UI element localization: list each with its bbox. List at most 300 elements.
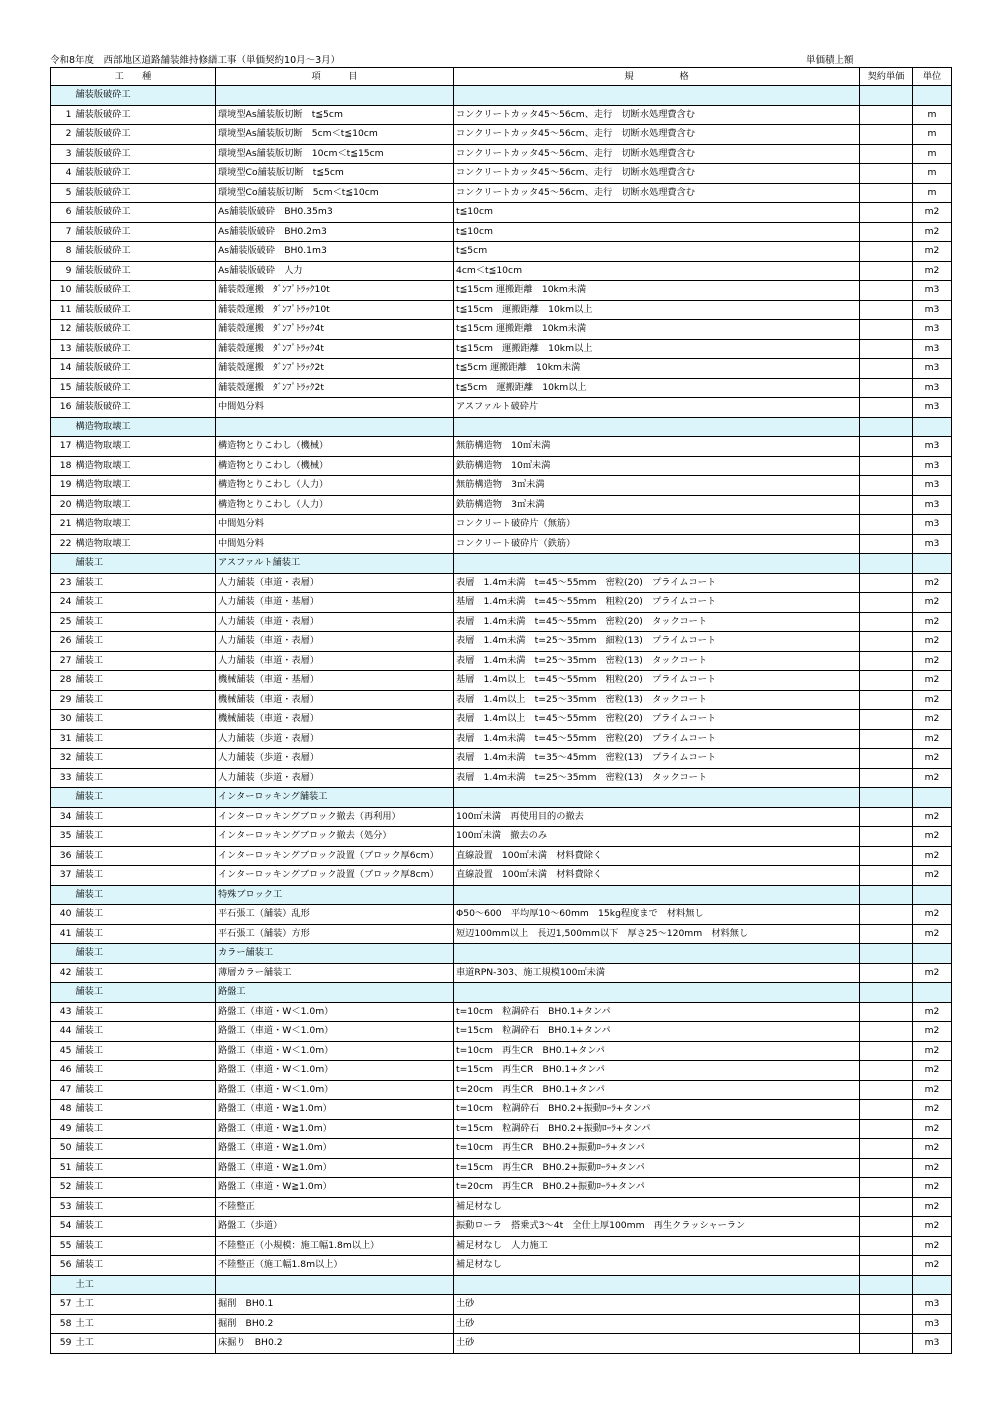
row-kind: 舗装版破砕工 xyxy=(74,281,216,301)
row-unit: m xyxy=(913,125,952,145)
document-subtitle-right: 単価積上額 xyxy=(806,55,854,66)
section-row xyxy=(51,1275,952,1295)
row-item: 不陸整正 xyxy=(216,1197,454,1217)
row-price xyxy=(860,1139,913,1159)
row-spec: t≦15cm 運搬距離 10km未満 xyxy=(454,320,860,340)
table-row xyxy=(51,1197,952,1217)
table-row xyxy=(51,1139,952,1159)
unit-price-table xyxy=(50,67,952,1354)
row-kind: 舗装版破砕工 xyxy=(74,359,216,379)
column-header-kind: 工 種 xyxy=(51,68,216,86)
row-kind: 舗装版破砕工 xyxy=(74,183,216,203)
row-spec: 100㎡未満 再使用目的の撤去 xyxy=(454,807,860,827)
row-kind: 舗装工 xyxy=(74,866,216,886)
row-kind: 舗装工 xyxy=(74,1158,216,1178)
row-price xyxy=(860,437,913,457)
row-spec xyxy=(454,788,860,808)
table-row xyxy=(51,144,952,164)
row-number: 21 xyxy=(51,515,74,535)
row-spec: t=10cm 再生CR BH0.2+振動ﾛｰﾗ+タンパ xyxy=(454,1139,860,1159)
row-number: 6 xyxy=(51,203,74,223)
row-item: 平石張工（舗装）乱形 xyxy=(216,905,454,925)
row-kind: 舗装工 xyxy=(74,807,216,827)
row-number: 40 xyxy=(51,905,74,925)
row-item xyxy=(216,86,454,106)
row-unit: m3 xyxy=(913,359,952,379)
table-row xyxy=(51,671,952,691)
row-item: 構造物とりこわし（機械） xyxy=(216,437,454,457)
table-row xyxy=(51,164,952,184)
row-price xyxy=(860,768,913,788)
row-kind: 舗装工 xyxy=(74,710,216,730)
row-number: 53 xyxy=(51,1197,74,1217)
row-price xyxy=(860,963,913,983)
row-item: 機械舗装（車道・表層） xyxy=(216,690,454,710)
row-number: 3 xyxy=(51,144,74,164)
row-kind: 舗装版破砕工 xyxy=(74,242,216,262)
row-price xyxy=(860,1119,913,1139)
row-spec: 表層 1.4m未満 t=25～35mm 密粒(13) タックコート xyxy=(454,651,860,671)
row-spec: t≦5cm xyxy=(454,242,860,262)
row-kind: 舗装工 xyxy=(74,768,216,788)
row-spec: 無筋構造物 10㎥未満 xyxy=(454,437,860,457)
row-number: 25 xyxy=(51,612,74,632)
row-number: 54 xyxy=(51,1217,74,1237)
section-row xyxy=(51,417,952,437)
section-row xyxy=(51,554,952,574)
row-unit: m2 xyxy=(913,261,952,281)
row-spec: 表層 1.4m未満 t=45～55mm 密粒(20) プライムコート xyxy=(454,729,860,749)
row-kind: 舗装工 xyxy=(74,1217,216,1237)
row-price xyxy=(860,1197,913,1217)
row-kind: 舗装工 xyxy=(74,1022,216,1042)
row-spec: 4cm＜t≦10cm xyxy=(454,261,860,281)
row-unit: m2 xyxy=(913,242,952,262)
row-price xyxy=(860,1256,913,1276)
row-item: As舗装版破砕 BH0.35m3 xyxy=(216,203,454,223)
table-row xyxy=(51,378,952,398)
table-row xyxy=(51,339,952,359)
row-spec: コンクリートカッタ45～56cm、走行 切断水処理費含む xyxy=(454,105,860,125)
row-spec: 鉄筋構造物 3㎥未満 xyxy=(454,495,860,515)
row-item: 掘削 BH0.1 xyxy=(216,1295,454,1315)
row-unit: m3 xyxy=(913,1295,952,1315)
table-row xyxy=(51,534,952,554)
row-unit: m2 xyxy=(913,1002,952,1022)
row-price xyxy=(860,944,913,964)
row-number xyxy=(51,983,74,1003)
row-unit xyxy=(913,417,952,437)
row-item: 人力舗装（歩道・表層） xyxy=(216,729,454,749)
row-spec: t=15cm 再生CR BH0.1+タンパ xyxy=(454,1061,860,1081)
row-spec xyxy=(454,86,860,106)
row-item: As舗装版破砕 BH0.2m3 xyxy=(216,222,454,242)
row-unit: m2 xyxy=(913,651,952,671)
table-row xyxy=(51,183,952,203)
row-unit: m2 xyxy=(913,593,952,613)
row-price xyxy=(860,710,913,730)
table-row xyxy=(51,827,952,847)
row-number: 10 xyxy=(51,281,74,301)
row-item: 路盤工（車道・W≧1.0m） xyxy=(216,1178,454,1198)
row-unit: m2 xyxy=(913,846,952,866)
row-number xyxy=(51,885,74,905)
row-item: 路盤工（車道・W＜1.0m） xyxy=(216,1061,454,1081)
row-unit: m3 xyxy=(913,495,952,515)
row-price xyxy=(860,690,913,710)
row-number xyxy=(51,554,74,574)
row-unit xyxy=(913,554,952,574)
row-number: 28 xyxy=(51,671,74,691)
row-spec: t≦15cm 運搬距離 10km以上 xyxy=(454,339,860,359)
row-spec xyxy=(454,885,860,905)
row-unit: m2 xyxy=(913,924,952,944)
table-row xyxy=(51,1119,952,1139)
row-unit: m2 xyxy=(913,1217,952,1237)
row-unit: m2 xyxy=(913,573,952,593)
table-row xyxy=(51,573,952,593)
row-price xyxy=(860,866,913,886)
column-header-item: 項 目 xyxy=(216,68,454,86)
row-number: 7 xyxy=(51,222,74,242)
row-kind: 舗装工 xyxy=(74,573,216,593)
row-unit: m3 xyxy=(913,300,952,320)
row-item: 中間処分料 xyxy=(216,534,454,554)
row-number: 34 xyxy=(51,807,74,827)
row-kind: 舗装工 xyxy=(74,1119,216,1139)
row-item xyxy=(216,417,454,437)
row-price xyxy=(860,788,913,808)
row-item: 人力舗装（車道・表層） xyxy=(216,651,454,671)
row-unit: m2 xyxy=(913,1041,952,1061)
row-price xyxy=(860,1295,913,1315)
row-item: 掘削 BH0.2 xyxy=(216,1314,454,1334)
table-row xyxy=(51,612,952,632)
row-price xyxy=(860,1334,913,1354)
row-spec: 土砂 xyxy=(454,1334,860,1354)
row-number: 47 xyxy=(51,1080,74,1100)
row-unit: m3 xyxy=(913,398,952,418)
row-item: インターロッキング舗装工 xyxy=(216,788,454,808)
row-number: 20 xyxy=(51,495,74,515)
row-kind: 構造物取壊工 xyxy=(74,456,216,476)
row-number: 2 xyxy=(51,125,74,145)
row-item: 路盤工（車道・W≧1.0m） xyxy=(216,1100,454,1120)
table-row xyxy=(51,320,952,340)
table-row xyxy=(51,242,952,262)
row-unit: m xyxy=(913,164,952,184)
row-spec: 短辺100mm以上 長辺1,500mm以下 厚さ25～120mm 材料無し xyxy=(454,924,860,944)
row-number: 45 xyxy=(51,1041,74,1061)
row-unit: m2 xyxy=(913,768,952,788)
row-item: 舗装殻運搬 ﾀﾞﾝﾌﾟﾄﾗｯｸ4t xyxy=(216,320,454,340)
row-spec: 車道RPN-303、施工規模100㎡未満 xyxy=(454,963,860,983)
row-number: 35 xyxy=(51,827,74,847)
row-item: 人力舗装（歩道・表層） xyxy=(216,768,454,788)
row-number: 16 xyxy=(51,398,74,418)
row-kind: 構造物取壊工 xyxy=(74,417,216,437)
row-spec xyxy=(454,944,860,964)
row-item: 路盤工（車道・W＜1.0m） xyxy=(216,1041,454,1061)
row-price xyxy=(860,476,913,496)
table-row xyxy=(51,1158,952,1178)
row-unit: m3 xyxy=(913,456,952,476)
row-price xyxy=(860,456,913,476)
row-spec: 土砂 xyxy=(454,1314,860,1334)
row-price xyxy=(860,885,913,905)
row-kind: 舗装工 xyxy=(74,690,216,710)
row-price xyxy=(860,1158,913,1178)
row-price xyxy=(860,320,913,340)
row-kind: 構造物取壊工 xyxy=(74,495,216,515)
table-row xyxy=(51,846,952,866)
row-kind: 土工 xyxy=(74,1314,216,1334)
row-unit: m3 xyxy=(913,339,952,359)
section-row xyxy=(51,983,952,1003)
row-number: 30 xyxy=(51,710,74,730)
row-number xyxy=(51,417,74,437)
row-spec xyxy=(454,1275,860,1295)
row-number: 48 xyxy=(51,1100,74,1120)
row-item: 路盤工（歩道） xyxy=(216,1217,454,1237)
row-kind: 構造物取壊工 xyxy=(74,534,216,554)
row-kind: 舗装版破砕工 xyxy=(74,86,216,106)
row-number: 13 xyxy=(51,339,74,359)
row-spec: 表層 1.4m以上 t=45～55mm 密粒(20) プライムコート xyxy=(454,710,860,730)
row-spec: 無筋構造物 3㎥未満 xyxy=(454,476,860,496)
row-unit: m2 xyxy=(913,905,952,925)
row-item: 人力舗装（車道・表層） xyxy=(216,632,454,652)
table-row xyxy=(51,125,952,145)
row-kind: 舗装工 xyxy=(74,651,216,671)
row-spec: 表層 1.4m未満 t=45～55mm 密粒(20) タックコート xyxy=(454,612,860,632)
row-unit xyxy=(913,885,952,905)
row-kind: 舗装工 xyxy=(74,671,216,691)
table-row xyxy=(51,866,952,886)
row-price xyxy=(860,281,913,301)
row-price xyxy=(860,924,913,944)
table-row xyxy=(51,1178,952,1198)
row-unit: m3 xyxy=(913,515,952,535)
row-spec: 100㎡未満 撤去のみ xyxy=(454,827,860,847)
row-kind: 舗装工 xyxy=(74,1197,216,1217)
row-unit: m2 xyxy=(913,203,952,223)
row-spec: t=15cm 粒調砕石 BH0.1+タンパ xyxy=(454,1022,860,1042)
section-row xyxy=(51,885,952,905)
row-item: 路盤工（車道・W≧1.0m） xyxy=(216,1119,454,1139)
row-price xyxy=(860,612,913,632)
row-price xyxy=(860,651,913,671)
table-row xyxy=(51,729,952,749)
row-unit: m3 xyxy=(913,437,952,457)
row-price xyxy=(860,534,913,554)
row-item: 環境型Co舗装版切断 t≦5cm xyxy=(216,164,454,184)
row-spec: 直線設置 100㎡未満 材料費除く xyxy=(454,866,860,886)
row-price xyxy=(860,398,913,418)
row-number: 5 xyxy=(51,183,74,203)
row-unit: m2 xyxy=(913,671,952,691)
row-spec: Φ50～600 平均厚10～60mm 15kg程度まで 材料無し xyxy=(454,905,860,925)
row-item: 路盤工（車道・W≧1.0m） xyxy=(216,1158,454,1178)
document-header xyxy=(50,52,950,66)
row-price xyxy=(860,827,913,847)
row-spec: コンクリートカッタ45～56cm、走行 切断水処理費含む xyxy=(454,144,860,164)
row-number: 31 xyxy=(51,729,74,749)
row-number: 14 xyxy=(51,359,74,379)
row-kind: 舗装工 xyxy=(74,1041,216,1061)
row-spec: 補足材なし xyxy=(454,1197,860,1217)
row-number: 42 xyxy=(51,963,74,983)
row-item: As舗装版破砕 BH0.1m3 xyxy=(216,242,454,262)
row-unit: m2 xyxy=(913,827,952,847)
table-row xyxy=(51,924,952,944)
row-unit: m2 xyxy=(913,690,952,710)
row-price xyxy=(860,359,913,379)
row-item: 人力舗装（歩道・表層） xyxy=(216,749,454,769)
row-price xyxy=(860,1178,913,1198)
document-title: 令和8年度 西部地区道路舗装維持修繕工事（単価契約10月～3月） xyxy=(50,55,341,66)
row-item: 人力舗装（車道・表層） xyxy=(216,573,454,593)
table-row xyxy=(51,593,952,613)
row-item: As舗装版破砕 人力 xyxy=(216,261,454,281)
row-kind: 舗装工 xyxy=(74,846,216,866)
row-kind: 土工 xyxy=(74,1334,216,1354)
row-number: 15 xyxy=(51,378,74,398)
row-kind: 舗装版破砕工 xyxy=(74,320,216,340)
row-item: 中間処分料 xyxy=(216,515,454,535)
row-item: 舗装殻運搬 ﾀﾞﾝﾌﾟﾄﾗｯｸ10t xyxy=(216,281,454,301)
row-price xyxy=(860,671,913,691)
table-row xyxy=(51,1334,952,1354)
row-kind: 舗装工 xyxy=(74,788,216,808)
row-price xyxy=(860,378,913,398)
row-price xyxy=(860,983,913,1003)
row-price xyxy=(860,1314,913,1334)
row-unit: m2 xyxy=(913,1100,952,1120)
row-item: 舗装殻運搬 ﾀﾞﾝﾌﾟﾄﾗｯｸ10t xyxy=(216,300,454,320)
row-item: 平石張工（舗装）方形 xyxy=(216,924,454,944)
row-item: インターロッキングブロック設置（ブロック厚6cm） xyxy=(216,846,454,866)
table-row xyxy=(51,515,952,535)
row-number: 32 xyxy=(51,749,74,769)
row-number xyxy=(51,788,74,808)
row-number: 59 xyxy=(51,1334,74,1354)
row-price xyxy=(860,261,913,281)
row-price xyxy=(860,183,913,203)
row-item: 機械舗装（車道・表層） xyxy=(216,710,454,730)
row-spec: 補足材なし xyxy=(454,1256,860,1276)
table-row xyxy=(51,651,952,671)
row-number: 27 xyxy=(51,651,74,671)
row-number: 19 xyxy=(51,476,74,496)
row-item: 不陸整正（施工幅1.8m以上） xyxy=(216,1256,454,1276)
row-spec: コンクリートカッタ45～56cm、走行 切断水処理費含む xyxy=(454,183,860,203)
row-number: 58 xyxy=(51,1314,74,1334)
row-item: 路盤工（車道・W＜1.0m） xyxy=(216,1080,454,1100)
row-kind: 舗装工 xyxy=(74,924,216,944)
row-unit: m2 xyxy=(913,710,952,730)
row-kind: 舗装版破砕工 xyxy=(74,261,216,281)
table-row xyxy=(51,749,952,769)
row-kind: 舗装工 xyxy=(74,554,216,574)
row-price xyxy=(860,203,913,223)
row-item: 人力舗装（車道・表層） xyxy=(216,612,454,632)
row-number xyxy=(51,86,74,106)
row-price xyxy=(860,632,913,652)
row-unit: m2 xyxy=(913,1197,952,1217)
row-number: 29 xyxy=(51,690,74,710)
row-number: 43 xyxy=(51,1002,74,1022)
table-row xyxy=(51,281,952,301)
row-price xyxy=(860,1217,913,1237)
row-unit: m3 xyxy=(913,534,952,554)
row-number xyxy=(51,944,74,964)
table-row xyxy=(51,476,952,496)
row-number: 22 xyxy=(51,534,74,554)
row-price xyxy=(860,105,913,125)
row-unit xyxy=(913,1275,952,1295)
row-item: 床掘り BH0.2 xyxy=(216,1334,454,1354)
table-row xyxy=(51,105,952,125)
row-number: 18 xyxy=(51,456,74,476)
row-price xyxy=(860,807,913,827)
row-spec: コンクリート破砕片（鉄筋） xyxy=(454,534,860,554)
row-spec: t≦10cm xyxy=(454,203,860,223)
row-spec: 表層 1.4m以上 t=25～35mm 密粒(13) タックコート xyxy=(454,690,860,710)
table-body xyxy=(51,86,952,1354)
row-price xyxy=(860,846,913,866)
row-price xyxy=(860,554,913,574)
row-spec: t=15cm 再生CR BH0.2+振動ﾛｰﾗ+タンパ xyxy=(454,1158,860,1178)
row-unit: m2 xyxy=(913,612,952,632)
row-kind: 舗装版破砕工 xyxy=(74,144,216,164)
row-unit: m3 xyxy=(913,320,952,340)
row-kind: 構造物取壊工 xyxy=(74,437,216,457)
row-kind: 舗装版破砕工 xyxy=(74,125,216,145)
row-kind: 舗装版破砕工 xyxy=(74,378,216,398)
row-number: 24 xyxy=(51,593,74,613)
row-item: 不陸整正（小規模：施工幅1.8m以上） xyxy=(216,1236,454,1256)
row-price xyxy=(860,1236,913,1256)
table-row xyxy=(51,359,952,379)
row-spec: t=15cm 粒調砕石 BH0.2+振動ﾛｰﾗ+タンパ xyxy=(454,1119,860,1139)
row-item: 構造物とりこわし（人力） xyxy=(216,476,454,496)
row-price xyxy=(860,729,913,749)
table-row xyxy=(51,1041,952,1061)
row-spec: t=10cm 粒調砕石 BH0.1+タンパ xyxy=(454,1002,860,1022)
row-item: 特殊ブロック工 xyxy=(216,885,454,905)
row-unit: m2 xyxy=(913,1119,952,1139)
row-kind: 舗装工 xyxy=(74,749,216,769)
row-item: 中間処分料 xyxy=(216,398,454,418)
row-price xyxy=(860,300,913,320)
row-unit: m2 xyxy=(913,1178,952,1198)
row-spec: 直線設置 100㎡未満 材料費除く xyxy=(454,846,860,866)
row-unit: m2 xyxy=(913,866,952,886)
row-price xyxy=(860,573,913,593)
row-item: 環境型As舗装版切断 t≦5cm xyxy=(216,105,454,125)
row-kind: 舗装工 xyxy=(74,944,216,964)
row-kind: 土工 xyxy=(74,1295,216,1315)
row-price xyxy=(860,1022,913,1042)
row-price xyxy=(860,222,913,242)
row-item: 路盤工（車道・W＜1.0m） xyxy=(216,1002,454,1022)
row-number: 17 xyxy=(51,437,74,457)
row-kind: 舗装工 xyxy=(74,1139,216,1159)
row-price xyxy=(860,417,913,437)
row-spec: 表層 1.4m未満 t=45～55mm 密粒(20) プライムコート xyxy=(454,573,860,593)
row-unit: m2 xyxy=(913,749,952,769)
